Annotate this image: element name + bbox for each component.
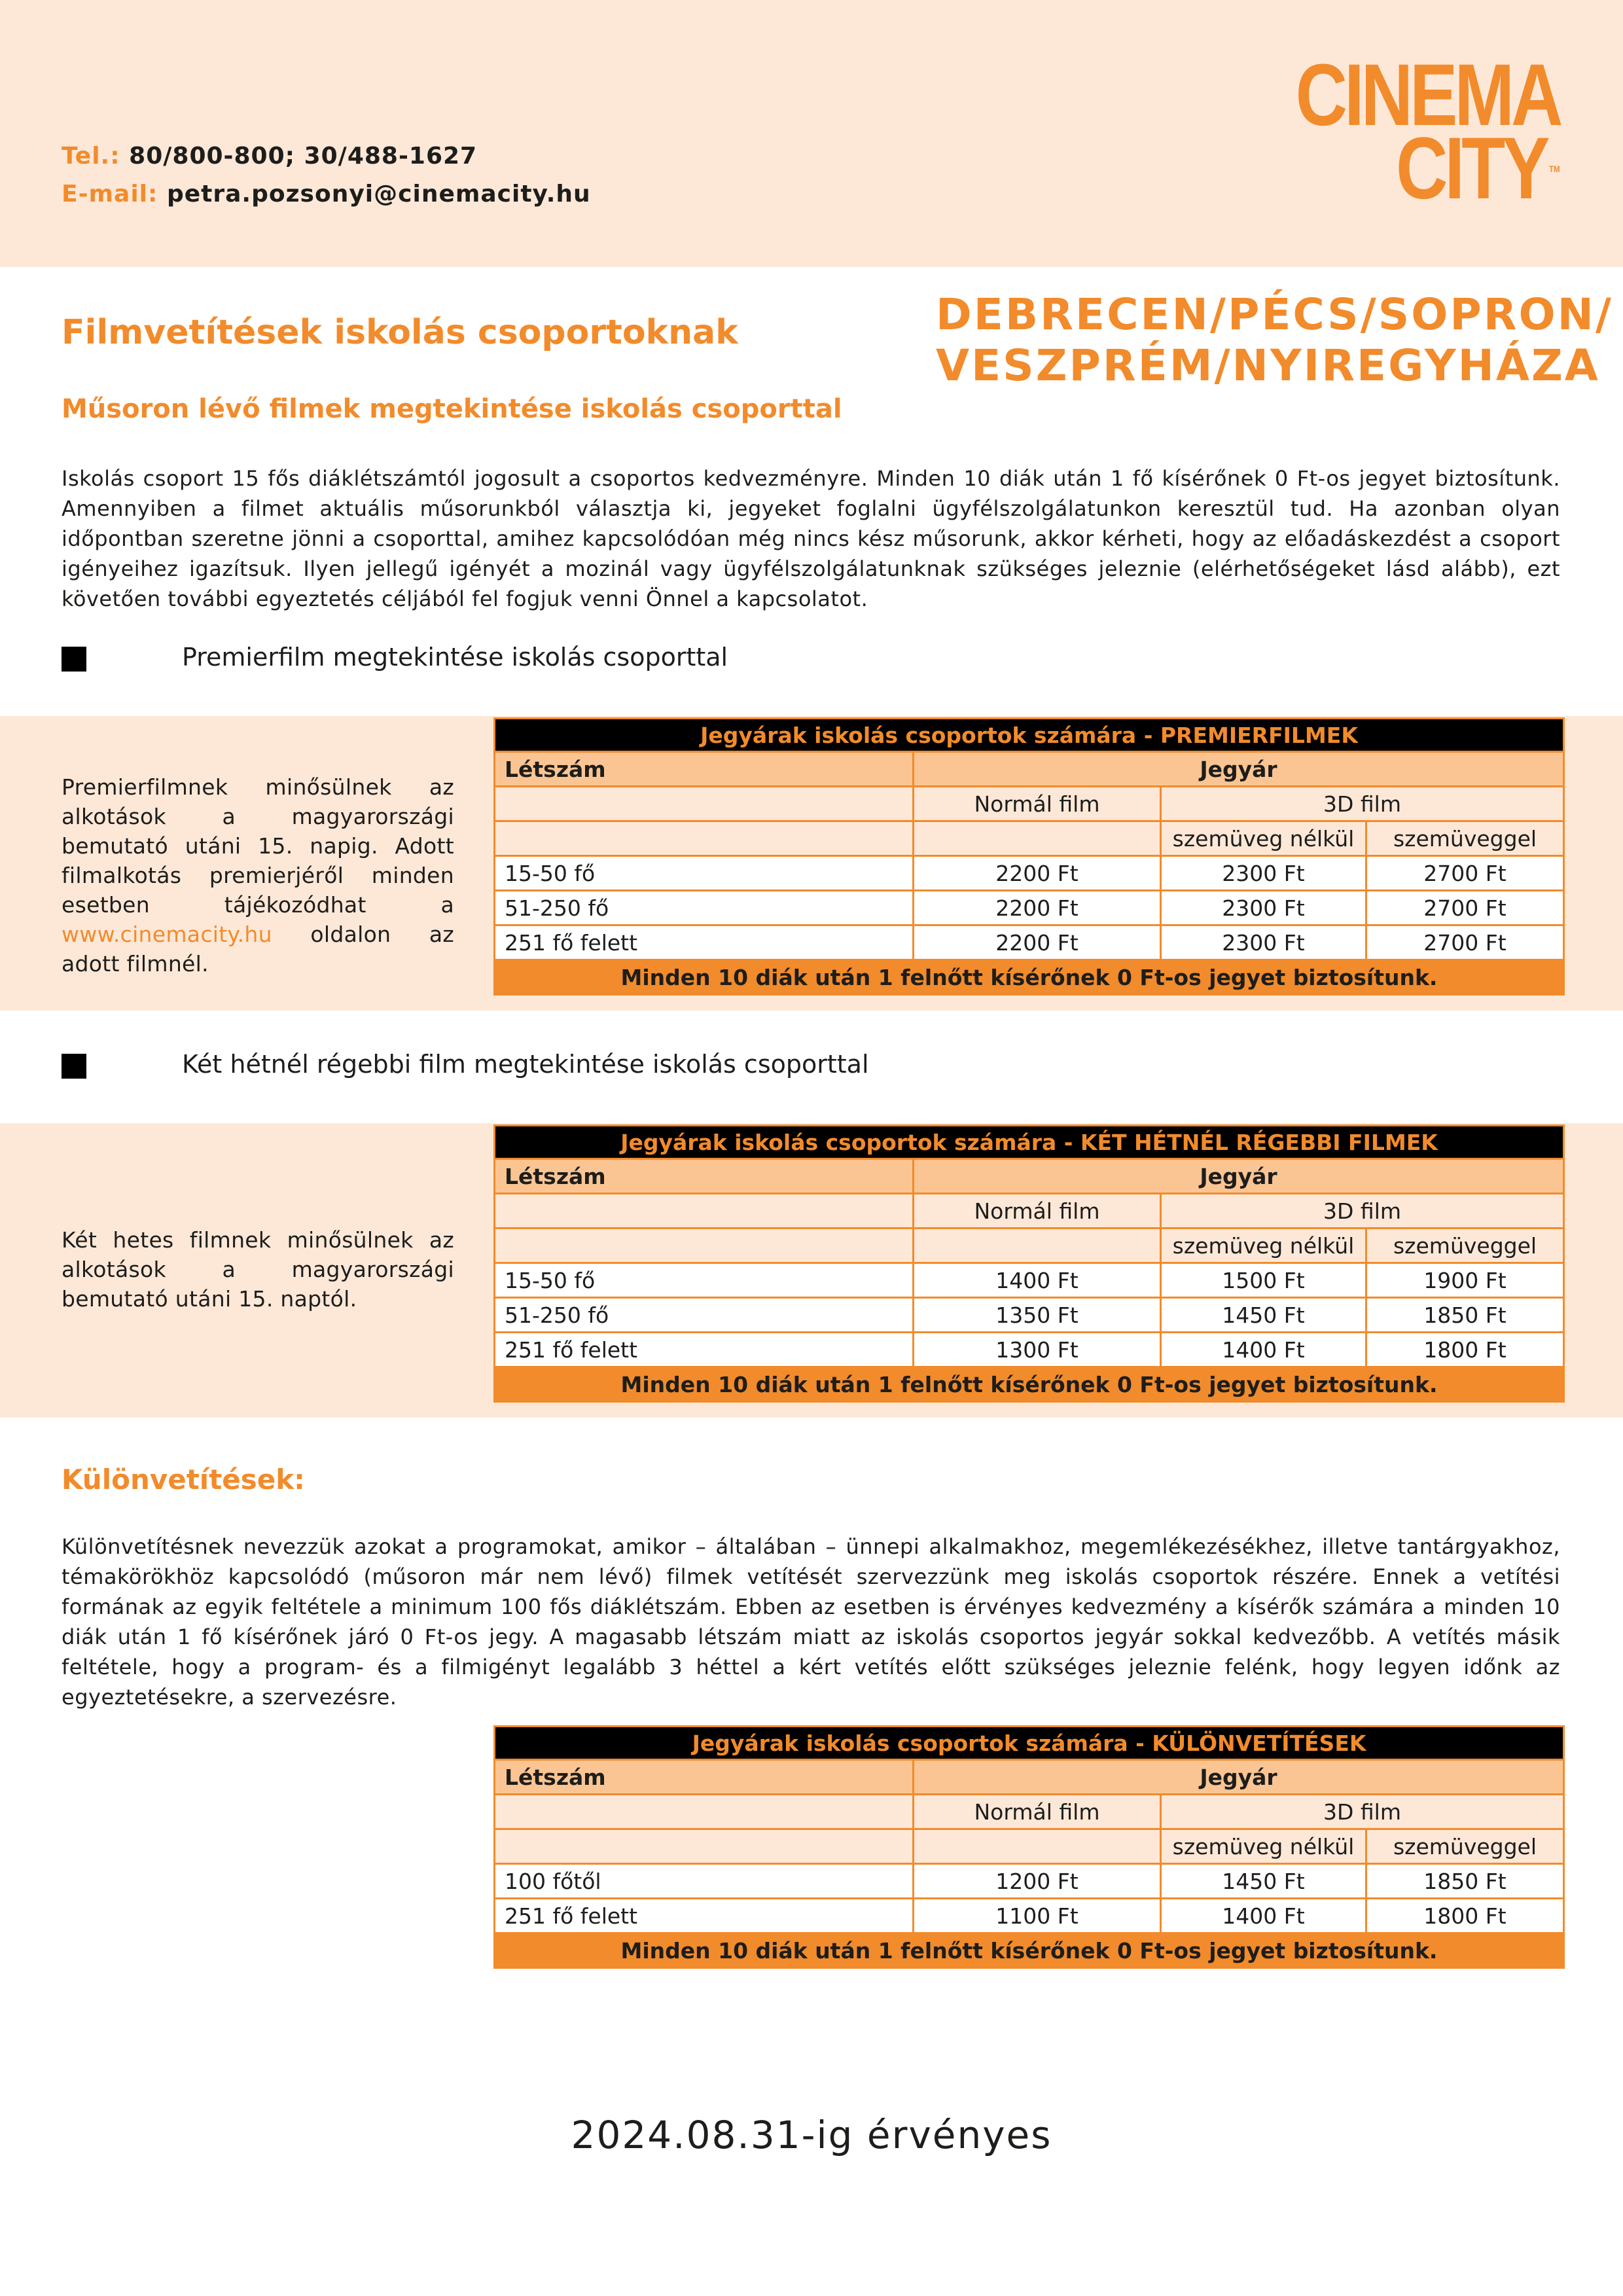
col-price: Jegyár: [914, 752, 1564, 787]
special-price-table: [493, 1725, 1565, 1969]
col-count: Létszám: [495, 1159, 914, 1194]
col-noglass: szemüveg nélkül: [1161, 821, 1366, 856]
col-count: Létszám: [495, 752, 914, 787]
logo-line-1: CINEMA: [1296, 46, 1560, 144]
cities-line-1: DEBRECEN/PÉCS/SOPRON/: [936, 289, 1613, 340]
col-glass: szemüveggel: [1366, 1229, 1564, 1263]
table-footer: Minden 10 diák után 1 felnőtt kísérőnek 0 Ft-os jegyet biztosítunk.: [495, 1933, 1564, 1968]
email-label: E-mail:: [62, 181, 158, 207]
page-header: [0, 0, 1623, 267]
logo-line-2: CITY TM: [1396, 120, 1560, 217]
table-title: Jegyárak iskolás csoportok számára - KÉT HÉTNÉL RÉGEBBI FILMEK: [495, 1126, 1564, 1159]
table-footer: Minden 10 diák után 1 felnőtt kísérőnek 0 Ft-os jegyet biztosítunk.: [495, 1367, 1564, 1402]
email-line: [62, 181, 591, 207]
older-heading: Két hétnél régebbi film megtekintése iskolás csoporttal: [182, 1050, 869, 1079]
table-row: 251 fő felett 2200 Ft 2300 Ft 2700 Ft: [495, 925, 1564, 960]
table-row: 15-50 fő 2200 Ft 2300 Ft 2700 Ft: [495, 856, 1564, 891]
website-link[interactable]: www.cinemacity.hu: [62, 922, 272, 947]
table-row: 251 fő felett 1300 Ft 1400 Ft 1800 Ft: [495, 1333, 1564, 1367]
email-value[interactable]: petra.pozsonyi@cinemacity.hu: [166, 181, 591, 207]
logo-tm: TM: [1549, 164, 1560, 174]
older-price-table: [493, 1124, 1565, 1403]
col-count: Létszám: [495, 1760, 914, 1795]
special-title: Különvetítések:: [62, 1463, 305, 1496]
col-glass: szemüveggel: [1366, 1829, 1564, 1864]
col-3d: 3D film: [1161, 1795, 1564, 1829]
table-row: 100 főtől 1200 Ft 1450 Ft 1850 Ft: [495, 1864, 1564, 1899]
validity-date: 2024.08.31-ig érvényes: [571, 2113, 1052, 2157]
table-title: Jegyárak iskolás csoportok számára - PREMIERFILMEK: [495, 719, 1564, 752]
col-3d: 3D film: [1161, 787, 1564, 821]
phone-value[interactable]: 80/800-800; 30/488-1627: [129, 143, 478, 170]
table-footer: Minden 10 diák után 1 felnőtt kísérőnek 0 Ft-os jegyet biztosítunk.: [495, 960, 1564, 995]
phone-line: [62, 143, 477, 170]
col-glass: szemüveggel: [1366, 821, 1564, 856]
bullet-square-icon: [62, 647, 86, 672]
intro-paragraph: Iskolás csoport 15 fős diáklétszámtól jogosult a csoportos kedvezményre. Minden 10 diák után 1 fő kísérőnek 0 Ft-os jegyet biztosítunk. Amennyiben a filmet aktuális műsorunkból választja ki, jegyeket foglalni ügyfélszolgálatunkon keresztül tud. Ha azonban olyan időpontban szeretne jönni a csoporttal, amihez kapcsolódóan még nincs kész műsorunk, akkor kérheti, hogy az előadáskezdést a csoport igényeihez igazítsuk. Ilyen jellegű igényét a mozinál vagy ügyfélszolgálatunknak szükséges jeleznie (elérhetőségeket lásd alább), ezt követően további egyeztetés céljából fel fogjuk venni Önnel a kapcsolatot.: [62, 466, 1560, 611]
premier-price-table: [493, 717, 1565, 996]
premier-heading: Premierfilm megtekintése iskolás csoporttal: [182, 643, 728, 672]
table-row: 51-250 fő 2200 Ft 2300 Ft 2700 Ft: [495, 891, 1564, 925]
col-price: Jegyár: [914, 1760, 1564, 1795]
phone-label: Tel.:: [62, 143, 120, 170]
cities-line-2: VESZPRÉM/NYIREGYHÁZA: [936, 340, 1600, 391]
cinema-city-logo: [1296, 46, 1560, 217]
col-noglass: szemüveg nélkül: [1161, 1829, 1366, 1864]
table-row: 51-250 fő 1350 Ft 1450 Ft 1850 Ft: [495, 1298, 1564, 1333]
section-subtitle: Műsoron lévő filmek megtekintése iskolás csoporttal: [62, 394, 842, 424]
older-note: Két hetes filmnek minősülnek az alkotások a magyarországi bemutató utáni 15. naptól.: [62, 1227, 454, 1312]
special-paragraph: Különvetítésnek nevezzük azokat a programokat, amikor – általában – ünnepi alkalmakhoz, megemlékezésékhez, illetve tantárgyakhoz, témakörökhöz kapcsolódó (műsoron már nem lévő) filmek vetítését szervezzünk meg iskolás csoportok részére. Ennek a vetítési formának az egyik feltétele a minimum 100 fős diáklétszám. Ebben az esetben is érvényes kedvezmény a kísérők számára a minden 10 diák után 1 fő kísérőnek járó 0 Ft-os jegy. A magasabb létszám miatt az iskolás csoportos jegyár sokkal kedvezőbb. A vetítés másik feltétele, hogy a program- és a filmigényt legalább 3 héttel a kért vetítés előtt szükséges jeleznie felénk, hogy legyen időnk az egyeztetésekre, a szervezésre.: [62, 1534, 1560, 1710]
cities-heading: [936, 289, 1613, 391]
bullet-square-icon: [62, 1054, 86, 1079]
page-title: Filmvetítések iskolás csoportoknak: [62, 313, 738, 352]
col-3d: 3D film: [1161, 1194, 1564, 1229]
premier-note: Premierfilmnek minősülnek az alkotások a magyarországi bemutató utáni 15. napig. Adott filmalkotás premierjéről minden esetben tájékozódhat a www.cinemacity.hu oldalon az adott filmnél.: [62, 774, 454, 977]
table-row: 15-50 fő 1400 Ft 1500 Ft 1900 Ft: [495, 1263, 1564, 1298]
col-normal: Normál film: [914, 1194, 1161, 1229]
table-row: 251 fő felett 1100 Ft 1400 Ft 1800 Ft: [495, 1899, 1564, 1933]
table-title: Jegyárak iskolás csoportok számára - KÜLÖNVETÍTÉSEK: [495, 1727, 1564, 1760]
col-normal: Normál film: [914, 787, 1161, 821]
col-noglass: szemüveg nélkül: [1161, 1229, 1366, 1263]
col-normal: Normál film: [914, 1795, 1161, 1829]
col-price: Jegyár: [914, 1159, 1564, 1194]
